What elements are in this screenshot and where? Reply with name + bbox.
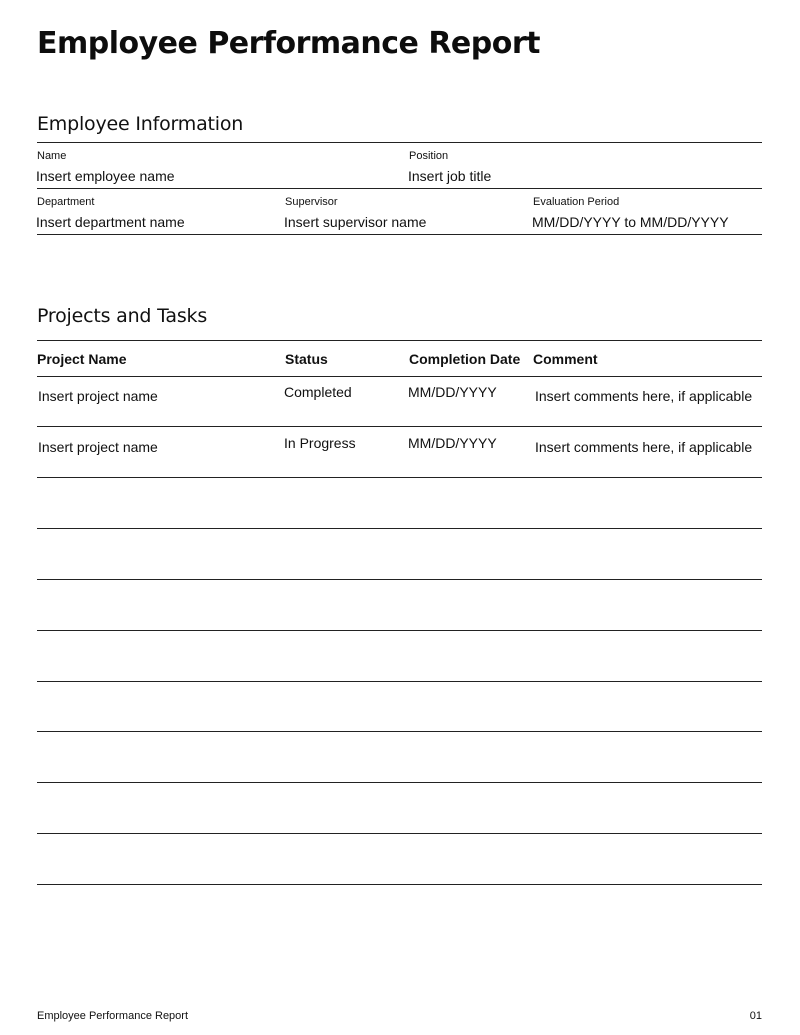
status-cell[interactable]: Completed <box>284 384 352 400</box>
page-number: 01 <box>749 1010 762 1022</box>
projects-heading: Projects and Tasks <box>37 305 208 327</box>
empty-row-rule <box>37 681 762 682</box>
divider <box>37 142 762 143</box>
comment-cell[interactable]: Insert comments here, if applicable <box>535 439 753 455</box>
employee-name-field[interactable]: Insert employee name <box>36 168 175 184</box>
empty-row-rule <box>37 528 762 529</box>
position-field[interactable]: Insert job title <box>408 168 492 184</box>
evaluation-period-label: Evaluation Period <box>533 196 620 208</box>
table-header-rule <box>37 376 762 377</box>
footer-label: Employee Performance Report <box>37 1010 189 1022</box>
completion-date-cell[interactable]: MM/DD/YYYY <box>408 384 497 400</box>
status-cell[interactable]: In Progress <box>284 435 356 451</box>
empty-row-rule <box>37 731 762 732</box>
column-header-completion-date: Completion Date <box>409 351 521 367</box>
column-header-comment: Comment <box>533 351 598 367</box>
position-label: Position <box>409 150 449 162</box>
empty-row-rule <box>37 884 762 885</box>
table-row-rule <box>37 477 762 478</box>
department-label: Department <box>37 196 95 208</box>
table-row-rule <box>37 426 762 427</box>
empty-row-rule <box>37 782 762 783</box>
column-header-project-name: Project Name <box>37 351 127 367</box>
divider <box>37 188 762 189</box>
column-header-status: Status <box>285 351 328 367</box>
supervisor-label: Supervisor <box>285 196 338 208</box>
table-top-rule <box>37 340 762 341</box>
divider <box>37 234 762 235</box>
department-field[interactable]: Insert department name <box>36 214 185 230</box>
empty-row-rule <box>37 630 762 631</box>
empty-row-rule <box>37 833 762 834</box>
project-name-cell[interactable]: Insert project name <box>38 388 158 404</box>
evaluation-period-field[interactable]: MM/DD/YYYY to MM/DD/YYYY <box>532 214 729 230</box>
empty-row-rule <box>37 579 762 580</box>
completion-date-cell[interactable]: MM/DD/YYYY <box>408 435 497 451</box>
page-title: Employee Performance Report <box>37 26 541 61</box>
name-label: Name <box>37 150 67 162</box>
project-name-cell[interactable]: Insert project name <box>38 439 158 455</box>
comment-cell[interactable]: Insert comments here, if applicable <box>535 388 753 404</box>
supervisor-field[interactable]: Insert supervisor name <box>284 214 427 230</box>
employee-info-heading: Employee Information <box>37 113 244 135</box>
